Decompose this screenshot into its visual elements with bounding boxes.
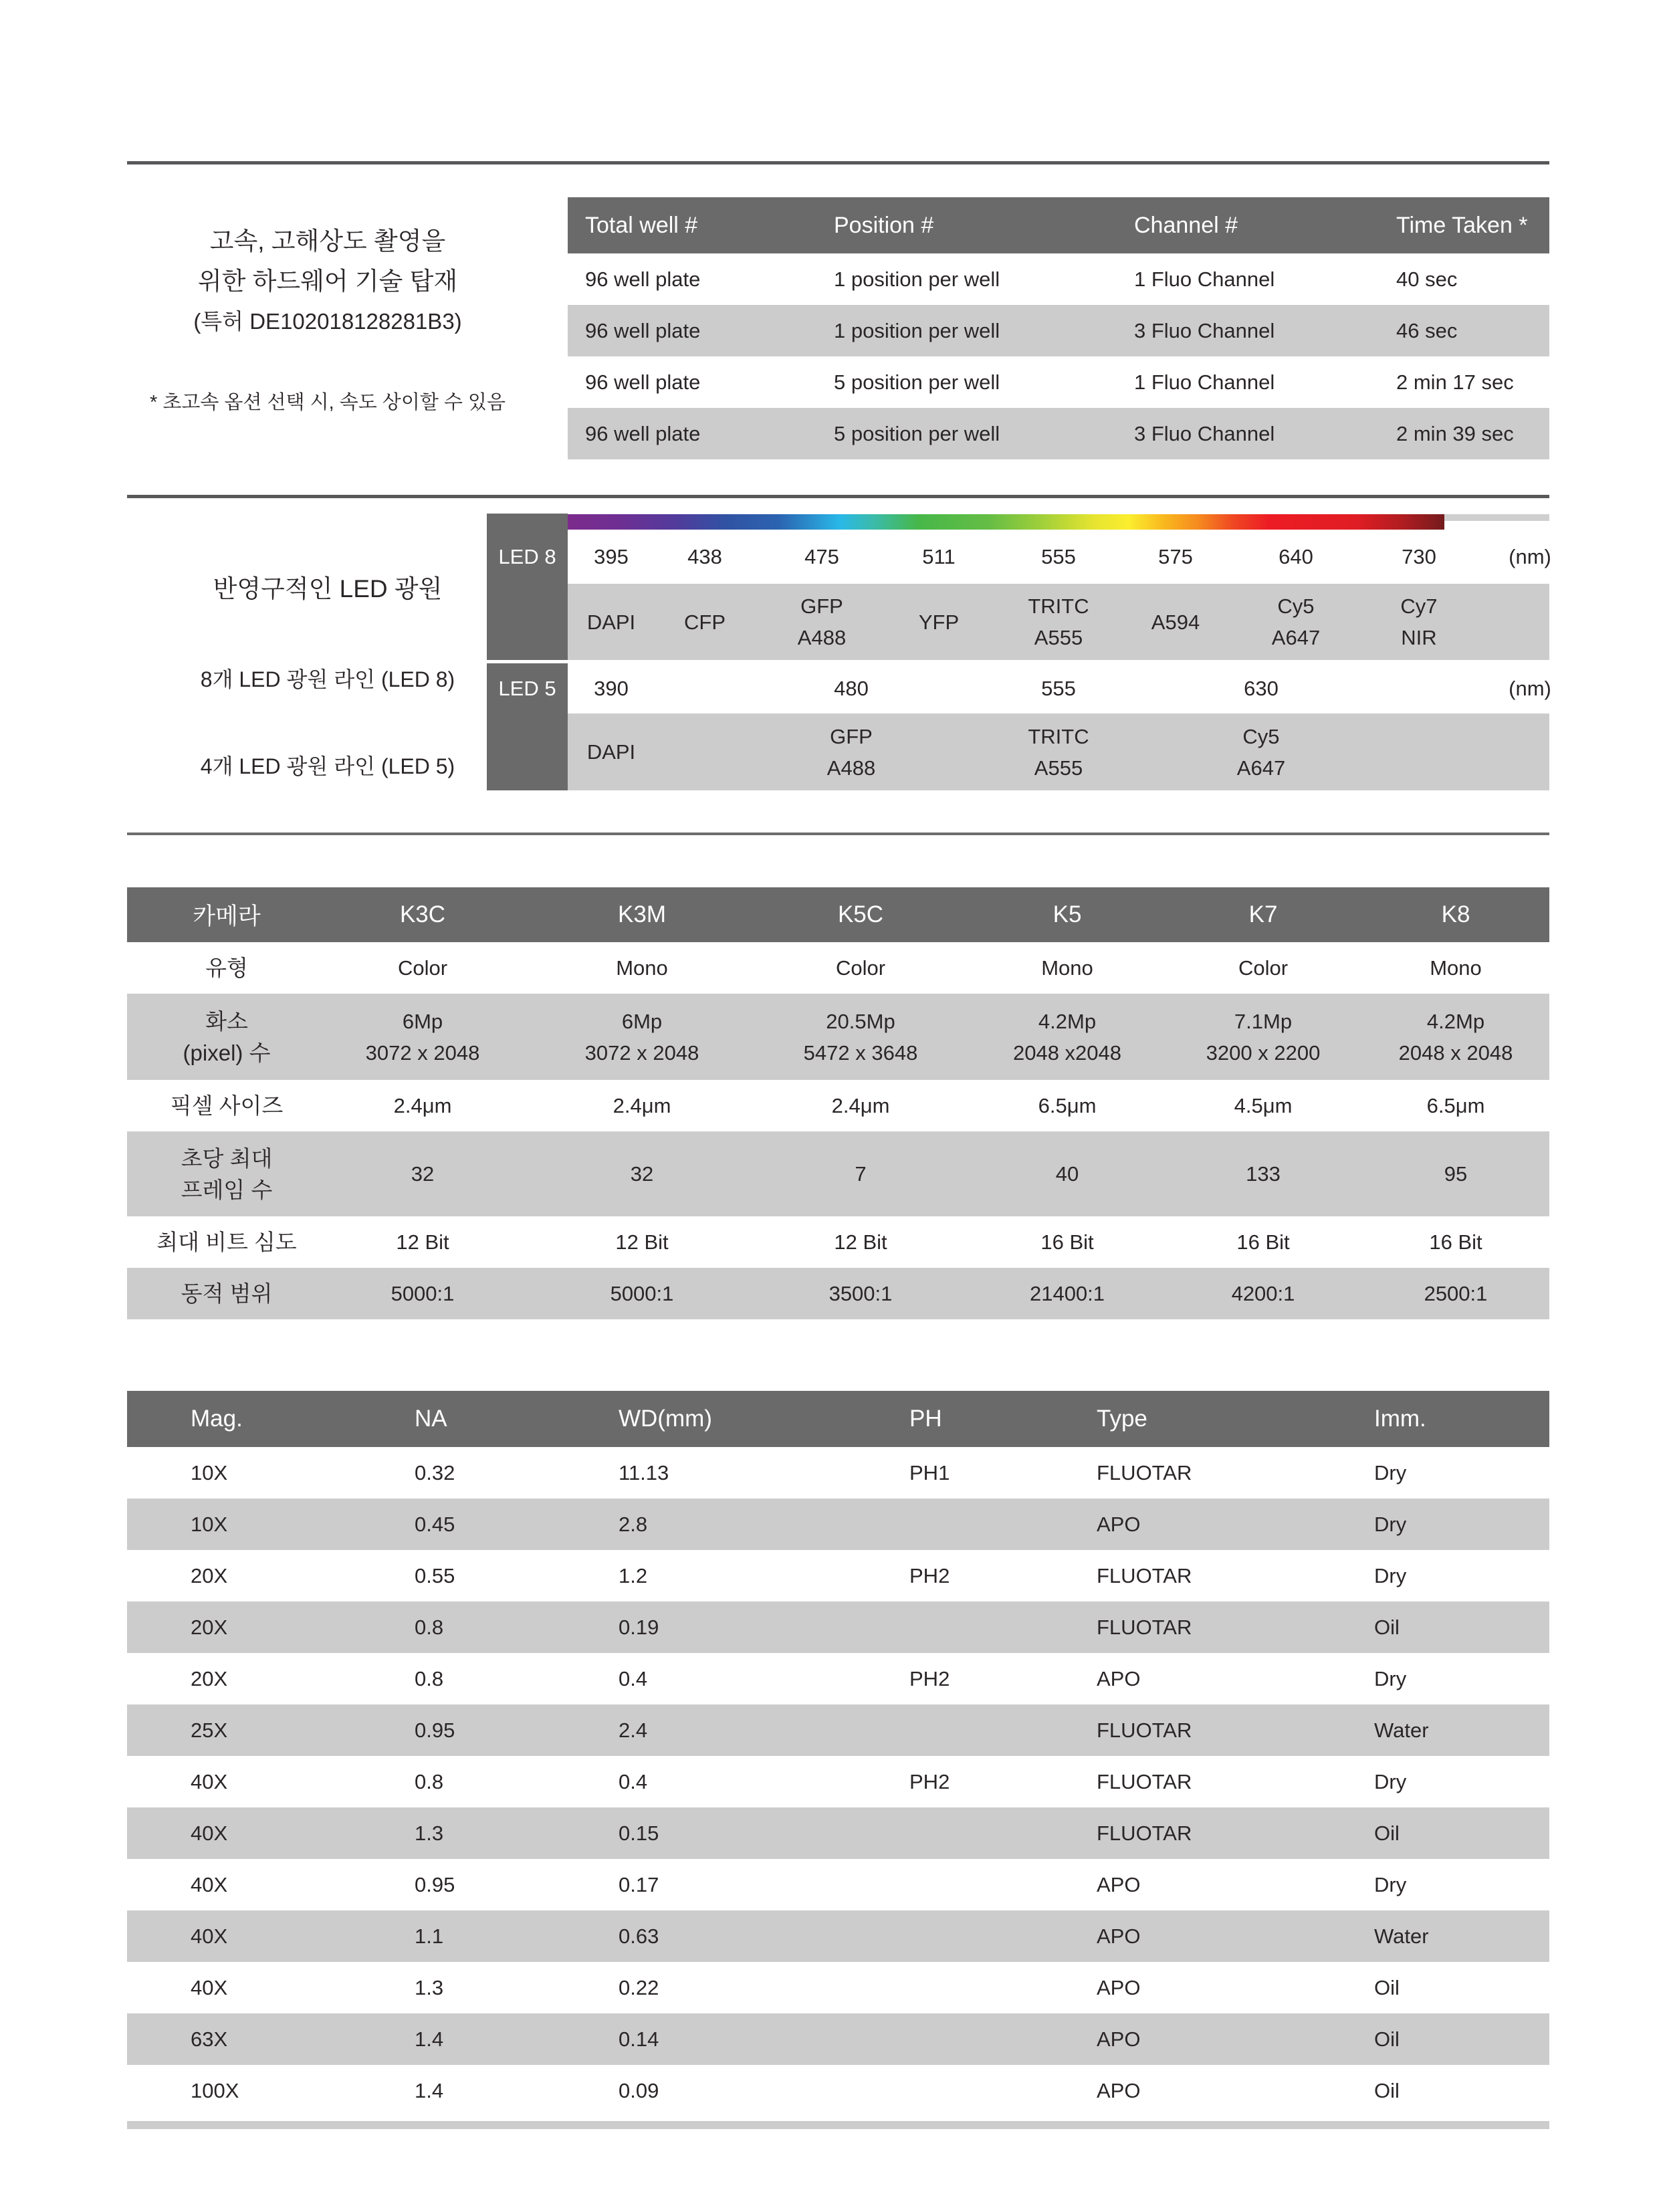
section1-footnote: * 초고속 옵션 선택 시, 속도 상이할 수 있음: [149, 392, 506, 413]
objective-header-cell: Imm.: [1374, 1406, 1426, 1432]
dye-alt-name: A555: [1034, 626, 1083, 649]
camera-cell: [754, 1216, 968, 1268]
camera-header-cell: K5C: [837, 901, 884, 927]
dye-name: TRITC: [1028, 724, 1089, 748]
throughput-cell: 2 min 39 sec: [1396, 421, 1514, 445]
camera-cell-line: 2.4μm: [393, 1094, 452, 1117]
section1-patent-note: (특허 DE102018128281B3): [193, 309, 462, 334]
objective-cell: Oil: [1374, 2027, 1400, 2051]
dye-label: [1359, 584, 1479, 660]
objective-cell: 40X: [191, 1821, 228, 1845]
objective-row: [127, 1550, 1549, 1601]
objective-cell: Oil: [1374, 1975, 1400, 1999]
camera-cell: [1156, 1216, 1370, 1268]
objective-cell: 40X: [191, 1924, 228, 1948]
top-rule: [127, 161, 1549, 164]
dye-alt-name: A488: [826, 756, 876, 780]
camera-row-label: [113, 1131, 340, 1216]
wavelength-label: 575: [1158, 544, 1193, 568]
camera-cell-line: Color: [397, 956, 448, 980]
wavelength-label: 395: [594, 544, 629, 568]
camera-cell-line: 12 Bit: [615, 1230, 669, 1254]
camera-cell-line: 32: [630, 1162, 654, 1186]
dye-name: Cy7: [1400, 594, 1438, 618]
objective-cell: Oil: [1374, 1615, 1400, 1639]
throughput-row: [568, 305, 1549, 356]
camera-row-label-line: 프레임 수: [181, 1177, 273, 1202]
throughput-cell: 2 min 17 sec: [1396, 370, 1514, 394]
bottom-partial-row-strip: [127, 2121, 1549, 2129]
camera-row-label-line: 동적 범위: [181, 1281, 273, 1306]
nm-unit-label: (nm): [1509, 676, 1551, 700]
camera-cell: [316, 994, 530, 1080]
camera-row-label-line: 초당 최대: [181, 1145, 273, 1171]
dye-name: CFP: [684, 610, 726, 634]
camera-cell: [960, 1268, 1174, 1319]
camera-cell-line: Mono: [616, 956, 668, 980]
camera-cell-line: 16 Bit: [1040, 1230, 1094, 1254]
camera-row-label: [113, 1268, 340, 1319]
camera-cell-line: 4200:1: [1231, 1282, 1295, 1305]
camera-cell: [535, 1080, 749, 1131]
throughput-header-cell: Channel #: [1134, 212, 1238, 238]
camera-row: [127, 942, 1549, 994]
objective-cell: PH2: [909, 1666, 950, 1690]
camera-cell: [535, 942, 749, 994]
wavelength-label: 475: [804, 544, 839, 568]
objective-cell: 0.63: [619, 1924, 659, 1948]
spectrum-bar-tail: [1444, 514, 1549, 521]
objective-cell: 0.95: [415, 1718, 455, 1742]
camera-header-cell: K7: [1248, 901, 1278, 927]
led8-dye-row: [568, 584, 1549, 660]
camera-cell: [960, 1131, 1174, 1216]
camera-cell-line: 6.5μm: [1426, 1094, 1485, 1117]
throughput-header-row: [568, 197, 1549, 253]
objective-cell: 0.8: [415, 1666, 444, 1690]
camera-cell-line: Color: [835, 956, 886, 980]
camera-cell: [960, 1216, 1174, 1268]
throughput-cell: 5 position per well: [834, 421, 1000, 445]
led5-dye-row: [568, 713, 1549, 790]
objective-cell: 1.3: [415, 1975, 444, 1999]
camera-cell-line: 95: [1444, 1162, 1468, 1186]
objective-cell: 2.4: [619, 1718, 648, 1742]
camera-header-cell: K3C: [399, 901, 446, 927]
objective-cell: FLUOTAR: [1097, 1563, 1192, 1587]
objective-cell: PH2: [909, 1563, 950, 1587]
objective-cell: 0.95: [415, 1872, 455, 1896]
throughput-row: [568, 356, 1549, 408]
objective-cell: PH1: [909, 1460, 950, 1484]
objective-cell: Oil: [1374, 2078, 1400, 2102]
camera-cell: [535, 1216, 749, 1268]
camera-row-label-line: 최대 비트 심도: [156, 1230, 297, 1254]
wavelength-label: 555: [1041, 676, 1076, 700]
objective-cell: 0.45: [415, 1512, 455, 1536]
objective-cell: 0.8: [415, 1769, 444, 1793]
camera-row-label-line: 픽셀 사이즈: [170, 1093, 284, 1118]
camera-header-cell: K3M: [618, 901, 666, 927]
objective-cell: APO: [1097, 1872, 1141, 1896]
camera-cell: [1349, 1080, 1563, 1131]
objective-cell: 1.4: [415, 2078, 444, 2102]
throughput-header-cell: Total well #: [585, 212, 698, 238]
camera-cell-line: 5000:1: [391, 1282, 455, 1305]
dye-name: GFP: [830, 724, 873, 748]
camera-cell-line: 7: [855, 1162, 867, 1186]
objective-cell: APO: [1097, 1666, 1141, 1690]
wavelength-label: 438: [687, 544, 722, 568]
camera-cell: [1349, 994, 1563, 1080]
led5-caption: 4개 LED 광원 라인 (LED 5): [200, 754, 455, 778]
camera-cell-line: 4.2Mp: [1426, 1009, 1485, 1033]
throughput-cell: 96 well plate: [585, 267, 701, 291]
dye-label: [551, 713, 671, 790]
objective-cell: 0.15: [619, 1821, 659, 1845]
camera-header-cell: K5: [1053, 901, 1082, 927]
objective-cell: 0.55: [415, 1563, 455, 1587]
objective-cell: 40X: [191, 1975, 228, 1999]
objective-cell: Dry: [1374, 1872, 1407, 1896]
objective-cell: 63X: [191, 2027, 228, 2051]
camera-cell-line: 2.4μm: [831, 1094, 890, 1117]
objective-cell: 20X: [191, 1563, 228, 1587]
camera-cell: [316, 1131, 530, 1216]
throughput-cell: 3 Fluo Channel: [1134, 318, 1275, 342]
camera-cell: [535, 994, 749, 1080]
camera-cell: [1349, 1268, 1563, 1319]
camera-row-label: [113, 942, 340, 994]
objective-cell: 20X: [191, 1666, 228, 1690]
objective-cell: Dry: [1374, 1460, 1407, 1484]
objective-row: [127, 1807, 1549, 1859]
camera-cell: [960, 994, 1174, 1080]
objective-row: [127, 1910, 1549, 1962]
objective-cell: 40X: [191, 1769, 228, 1793]
objective-header-cell: Mag.: [191, 1406, 243, 1432]
throughput-row: [568, 408, 1549, 459]
wavelength-label: 511: [922, 544, 956, 568]
dye-label: [1236, 584, 1356, 660]
objective-cell: 20X: [191, 1615, 228, 1639]
objective-cell: FLUOTAR: [1097, 1615, 1192, 1639]
objective-cell: APO: [1097, 2078, 1141, 2102]
camera-cell-line: 2048 x2048: [1012, 1040, 1122, 1065]
led8-caption: 8개 LED 광원 라인 (LED 8): [200, 667, 455, 691]
objective-cell: PH2: [909, 1769, 950, 1793]
objective-cell: Dry: [1374, 1512, 1407, 1536]
camera-cell-line: 6Mp: [621, 1009, 663, 1033]
objective-row: [127, 1962, 1549, 2013]
objective-cell: 1.3: [415, 1821, 444, 1845]
throughput-cell: 40 sec: [1396, 267, 1458, 291]
dye-label: [998, 713, 1119, 790]
throughput-cell: 96 well plate: [585, 318, 701, 342]
camera-cell: [754, 994, 968, 1080]
throughput-cell: 5 position per well: [834, 370, 1000, 394]
dye-name: TRITC: [1028, 594, 1089, 618]
led-heading: 반영구적인 LED 광원: [213, 575, 443, 602]
throughput-cell: 3 Fluo Channel: [1134, 421, 1275, 445]
throughput-cell: 96 well plate: [585, 370, 701, 394]
camera-cell: [754, 1268, 968, 1319]
led-bottom-rule: [127, 833, 1549, 835]
dye-alt-name: A488: [797, 626, 847, 649]
objective-row: [127, 1859, 1549, 1910]
camera-cell-line: Mono: [1430, 956, 1482, 980]
dye-name: Cy5: [1277, 594, 1315, 618]
objective-header-row: [127, 1391, 1549, 1447]
camera-cell-line: 4.2Mp: [1038, 1009, 1097, 1033]
objective-cell: Dry: [1374, 1769, 1407, 1793]
camera-row: [127, 1268, 1549, 1319]
objective-row: [127, 1601, 1549, 1653]
wavelength-label: 640: [1279, 544, 1313, 568]
section1-heading-line1: 고속, 고해상도 촬영을: [209, 227, 446, 255]
camera-cell: [316, 1080, 530, 1131]
objective-header-cell: WD(mm): [619, 1406, 712, 1432]
objective-header-cell: NA: [415, 1406, 447, 1432]
objective-cell: 10X: [191, 1460, 228, 1484]
objective-cell: 1.2: [619, 1563, 648, 1587]
wavelength-label: 480: [834, 676, 869, 700]
camera-row-label-line: (pixel) 수: [183, 1040, 271, 1065]
camera-cell: [1156, 1131, 1370, 1216]
objective-cell: 0.4: [619, 1666, 648, 1690]
camera-header-cell: 카메라: [193, 903, 261, 929]
dye-alt-name: A647: [1236, 756, 1286, 780]
camera-cell-line: 20.5Mp: [826, 1009, 895, 1033]
objective-cell: FLUOTAR: [1097, 1769, 1192, 1793]
objective-cell: 0.22: [619, 1975, 659, 1999]
dye-name: DAPI: [586, 610, 636, 634]
objective-cell: 1.4: [415, 2027, 444, 2051]
objective-cell: 0.32: [415, 1460, 455, 1484]
camera-cell-line: 32: [411, 1162, 435, 1186]
dye-label: [645, 584, 765, 660]
wavelength-label: 390: [594, 676, 629, 700]
camera-cell-line: 3072 x 2048: [365, 1040, 480, 1065]
dye-name: A594: [1151, 610, 1200, 634]
led8-wavelength-row: [568, 530, 1549, 584]
objective-cell: 25X: [191, 1718, 228, 1742]
led5-wavelength-row: [568, 663, 1549, 713]
objective-header-cell: Type: [1097, 1406, 1147, 1432]
camera-cell: [1156, 942, 1370, 994]
camera-row-label-line: 화소: [205, 1008, 248, 1034]
camera-cell-line: 16 Bit: [1236, 1230, 1290, 1254]
throughput-cell: 1 Fluo Channel: [1134, 370, 1275, 394]
objective-cell: 0.09: [619, 2078, 659, 2102]
objective-cell: 100X: [191, 2078, 239, 2102]
objective-cell: 2.8: [619, 1512, 648, 1536]
camera-cell-line: 133: [1246, 1162, 1281, 1186]
objective-row: [127, 2065, 1549, 2116]
camera-cell-line: Mono: [1041, 956, 1093, 980]
camera-cell: [535, 1131, 749, 1216]
camera-cell: [316, 1216, 530, 1268]
objective-cell: FLUOTAR: [1097, 1718, 1192, 1742]
camera-cell-line: 2.4μm: [613, 1094, 671, 1117]
camera-cell: [535, 1268, 749, 1319]
camera-row: [127, 994, 1549, 1080]
camera-cell-line: 40: [1055, 1162, 1079, 1186]
objective-cell: 0.19: [619, 1615, 659, 1639]
objective-cell: Oil: [1374, 1821, 1400, 1845]
objective-cell: Dry: [1374, 1666, 1407, 1690]
dye-alt-name: A647: [1271, 626, 1321, 649]
camera-cell: [754, 1080, 968, 1131]
camera-cell-line: Color: [1238, 956, 1289, 980]
camera-cell: [1349, 942, 1563, 994]
objective-cell: APO: [1097, 1975, 1141, 1999]
camera-cell-line: 5472 x 3648: [803, 1040, 918, 1065]
dye-name: YFP: [918, 610, 960, 634]
camera-cell: [1349, 1216, 1563, 1268]
objective-cell: Dry: [1374, 1563, 1407, 1587]
nm-unit-label: (nm): [1509, 544, 1551, 568]
camera-cell-line: 12 Bit: [396, 1230, 449, 1254]
section1-heading-line2: 위한 하드웨어 기술 탑재: [197, 267, 458, 295]
camera-cell: [754, 1131, 968, 1216]
camera-cell: [1156, 994, 1370, 1080]
objective-cell: 11.13: [619, 1460, 669, 1484]
led5-label: LED 5: [498, 676, 556, 700]
camera-row: [127, 1216, 1549, 1268]
dye-label: [998, 584, 1119, 660]
wavelength-label: 730: [1402, 544, 1436, 568]
objective-cell: Water: [1374, 1924, 1429, 1948]
camera-cell-line: 3500:1: [828, 1282, 893, 1305]
wavelength-label: 630: [1244, 676, 1279, 700]
camera-row: [127, 1131, 1549, 1216]
throughput-cell: 1 position per well: [834, 267, 1000, 291]
wavelength-label: 555: [1041, 544, 1076, 568]
mid-rule: [127, 495, 1549, 498]
camera-cell: [316, 1268, 530, 1319]
camera-row-label: [113, 994, 340, 1080]
dye-alt-name: A555: [1034, 756, 1083, 780]
throughput-cell: 46 sec: [1396, 318, 1458, 342]
dye-label: [879, 584, 999, 660]
objective-cell: 0.4: [619, 1769, 648, 1793]
objective-row: [127, 1447, 1549, 1499]
throughput-header-cell: Time Taken *: [1396, 212, 1528, 238]
throughput-cell: 96 well plate: [585, 421, 701, 445]
camera-header-row: [127, 887, 1549, 942]
objective-cell: Water: [1374, 1718, 1429, 1742]
objective-cell: 10X: [191, 1512, 228, 1536]
camera-cell: [1156, 1268, 1370, 1319]
objective-header-cell: PH: [909, 1406, 942, 1432]
throughput-cell: 1 position per well: [834, 318, 1000, 342]
camera-cell-line: 3072 x 2048: [584, 1040, 699, 1065]
camera-row-label-line: 유형: [205, 956, 248, 980]
dye-name: Cy5: [1242, 724, 1280, 748]
camera-row-label: [113, 1080, 340, 1131]
dye-name: DAPI: [586, 740, 636, 764]
objective-cell: 1.1: [415, 1924, 444, 1948]
objective-cell: FLUOTAR: [1097, 1460, 1192, 1484]
objective-row: [127, 1653, 1549, 1704]
dye-label: [1201, 713, 1321, 790]
camera-cell-line: 7.1Mp: [1234, 1009, 1293, 1033]
camera-cell-line: 5000:1: [610, 1282, 674, 1305]
spectrum-gradient-bar: [568, 514, 1444, 530]
camera-cell: [1349, 1131, 1563, 1216]
objective-row: [127, 1756, 1549, 1807]
throughput-cell: 1 Fluo Channel: [1134, 267, 1275, 291]
camera-header-cell: K8: [1441, 901, 1470, 927]
dye-label: [1115, 584, 1236, 660]
objective-cell: APO: [1097, 1924, 1141, 1948]
camera-row: [127, 1080, 1549, 1131]
camera-cell-line: 4.5μm: [1234, 1094, 1293, 1117]
objective-cell: 40X: [191, 1872, 228, 1896]
throughput-row: [568, 253, 1549, 305]
camera-cell-line: 16 Bit: [1429, 1230, 1482, 1254]
camera-cell-line: 12 Bit: [834, 1230, 887, 1254]
dye-label: [762, 584, 882, 660]
objective-row: [127, 1499, 1549, 1550]
dye-label: [791, 713, 911, 790]
dye-alt-name: NIR: [1401, 626, 1437, 649]
camera-cell-line: 6.5μm: [1038, 1094, 1097, 1117]
led8-label: LED 8: [498, 544, 556, 568]
objective-row: [127, 1704, 1549, 1756]
throughput-header-cell: Position #: [834, 212, 934, 238]
objective-cell: 0.17: [619, 1872, 659, 1896]
camera-cell: [754, 942, 968, 994]
objective-row: [127, 2013, 1549, 2065]
camera-cell: [960, 942, 1174, 994]
objective-cell: 0.14: [619, 2027, 659, 2051]
objective-cell: 0.8: [415, 1615, 444, 1639]
camera-cell-line: 3200 x 2200: [1206, 1040, 1321, 1065]
objective-cell: APO: [1097, 1512, 1141, 1536]
camera-cell: [1156, 1080, 1370, 1131]
camera-cell: [960, 1080, 1174, 1131]
camera-row-label: [113, 1216, 340, 1268]
camera-cell: [316, 942, 530, 994]
objective-cell: APO: [1097, 2027, 1141, 2051]
camera-cell-line: 6Mp: [402, 1009, 443, 1033]
camera-cell-line: 2500:1: [1424, 1282, 1488, 1305]
objective-cell: FLUOTAR: [1097, 1821, 1192, 1845]
dye-name: GFP: [800, 594, 843, 618]
camera-cell-line: 21400:1: [1029, 1282, 1105, 1305]
camera-cell-line: 2048 x 2048: [1398, 1040, 1513, 1065]
